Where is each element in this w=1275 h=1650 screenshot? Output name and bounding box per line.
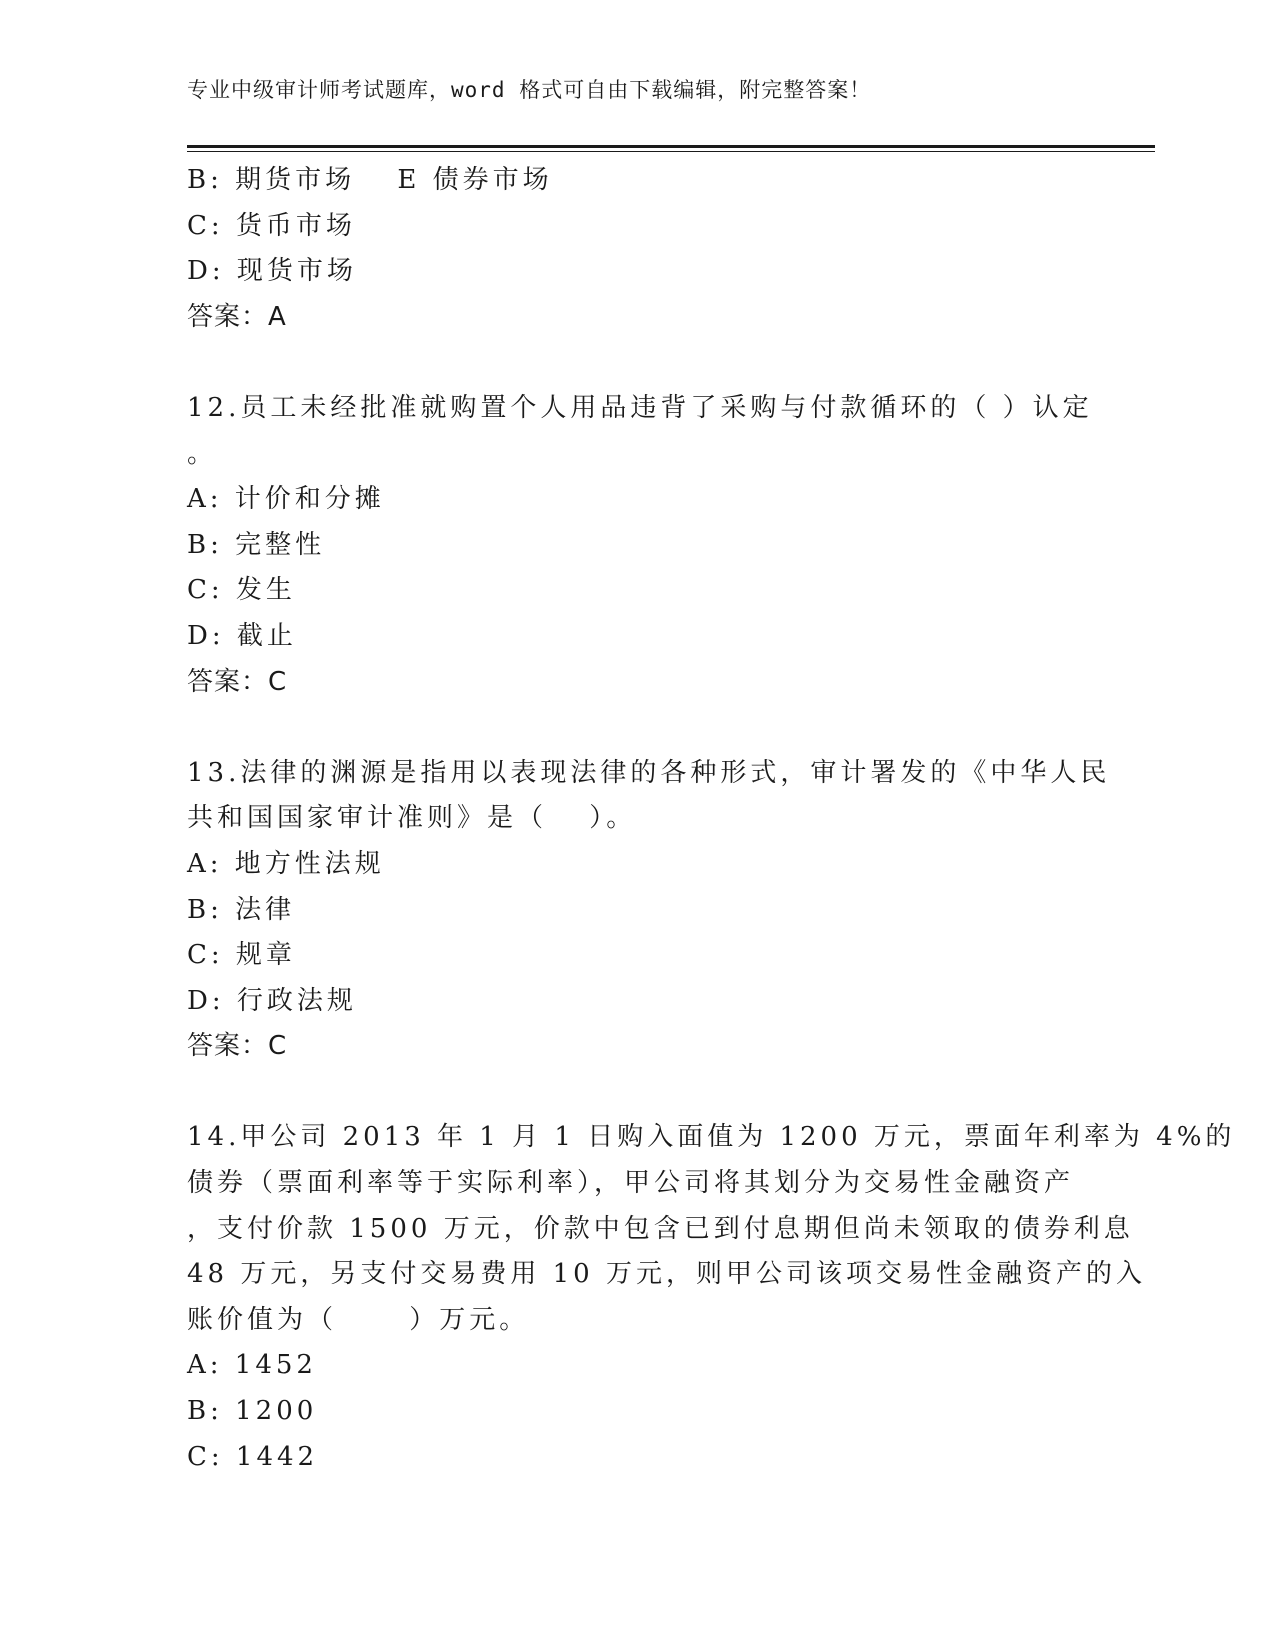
option-line: D: 现货市场 [187, 256, 357, 287]
question-line: 13.法律的渊源是指用以表现法律的各种形式，审计署发的《中华人民 [187, 757, 1111, 788]
question-line: 48 万元，另支付交易费用 10 万元，则甲公司该项交易性金融资产的入 [187, 1259, 1146, 1290]
question-line: 14.甲公司 2013 年 1 月 1 日购入面值为 1200 万元，票面年利率为 4%的 [187, 1122, 1236, 1153]
answer-line: 答案：A [187, 301, 287, 332]
option-line: D: 行政法规 [187, 985, 357, 1016]
option-line: C: 规章 [187, 940, 296, 971]
option-line: B: 期货市场 E 债券市场 [187, 165, 553, 195]
option-line: C: 发生 [187, 575, 296, 606]
option-line: A: 地方性法规 [187, 848, 385, 879]
option-line: C: 货币市场 [187, 210, 356, 241]
question-line: 账价值为（ ）万元。 [187, 1304, 530, 1335]
question-line: 。 [187, 438, 218, 469]
spacer [187, 340, 1087, 386]
option-line: D: 截止 [187, 620, 297, 651]
option-line: A: 1452 [187, 1350, 317, 1381]
question-line: 债券（票面利率等于实际利率），甲公司将其划分为交易性金融资产 [187, 1168, 1075, 1199]
spacer [187, 1070, 1087, 1116]
option-line: B: 完整性 [187, 529, 326, 560]
page-header: 专业中级审计师考试题库，word 格式可自由下载编辑，附完整答案！ [187, 78, 872, 102]
option-line: C: 1442 [187, 1441, 319, 1472]
question-line: 12.员工未经批准就购置个人用品违背了采购与付款循环的（ ）认定 [187, 392, 1093, 423]
answer-line: 答案：C [187, 1031, 288, 1062]
question-line: ，支付价款 1500 万元，价款中包含已到付息期但尚未领取的债券利息 [187, 1213, 1134, 1244]
option-line: B: 法律 [187, 894, 296, 925]
header-rule-thin [187, 151, 1155, 152]
answer-line: 答案：C [187, 666, 288, 697]
question-line: 共和国国家审计准则》是（ ）。 [187, 803, 637, 834]
spacer [187, 705, 1087, 751]
option-line: B: 1200 [187, 1396, 318, 1427]
header-rule-thick [187, 145, 1155, 148]
question-body [187, 158, 1236, 1480]
option-line: A: 计价和分摊 [187, 484, 385, 515]
